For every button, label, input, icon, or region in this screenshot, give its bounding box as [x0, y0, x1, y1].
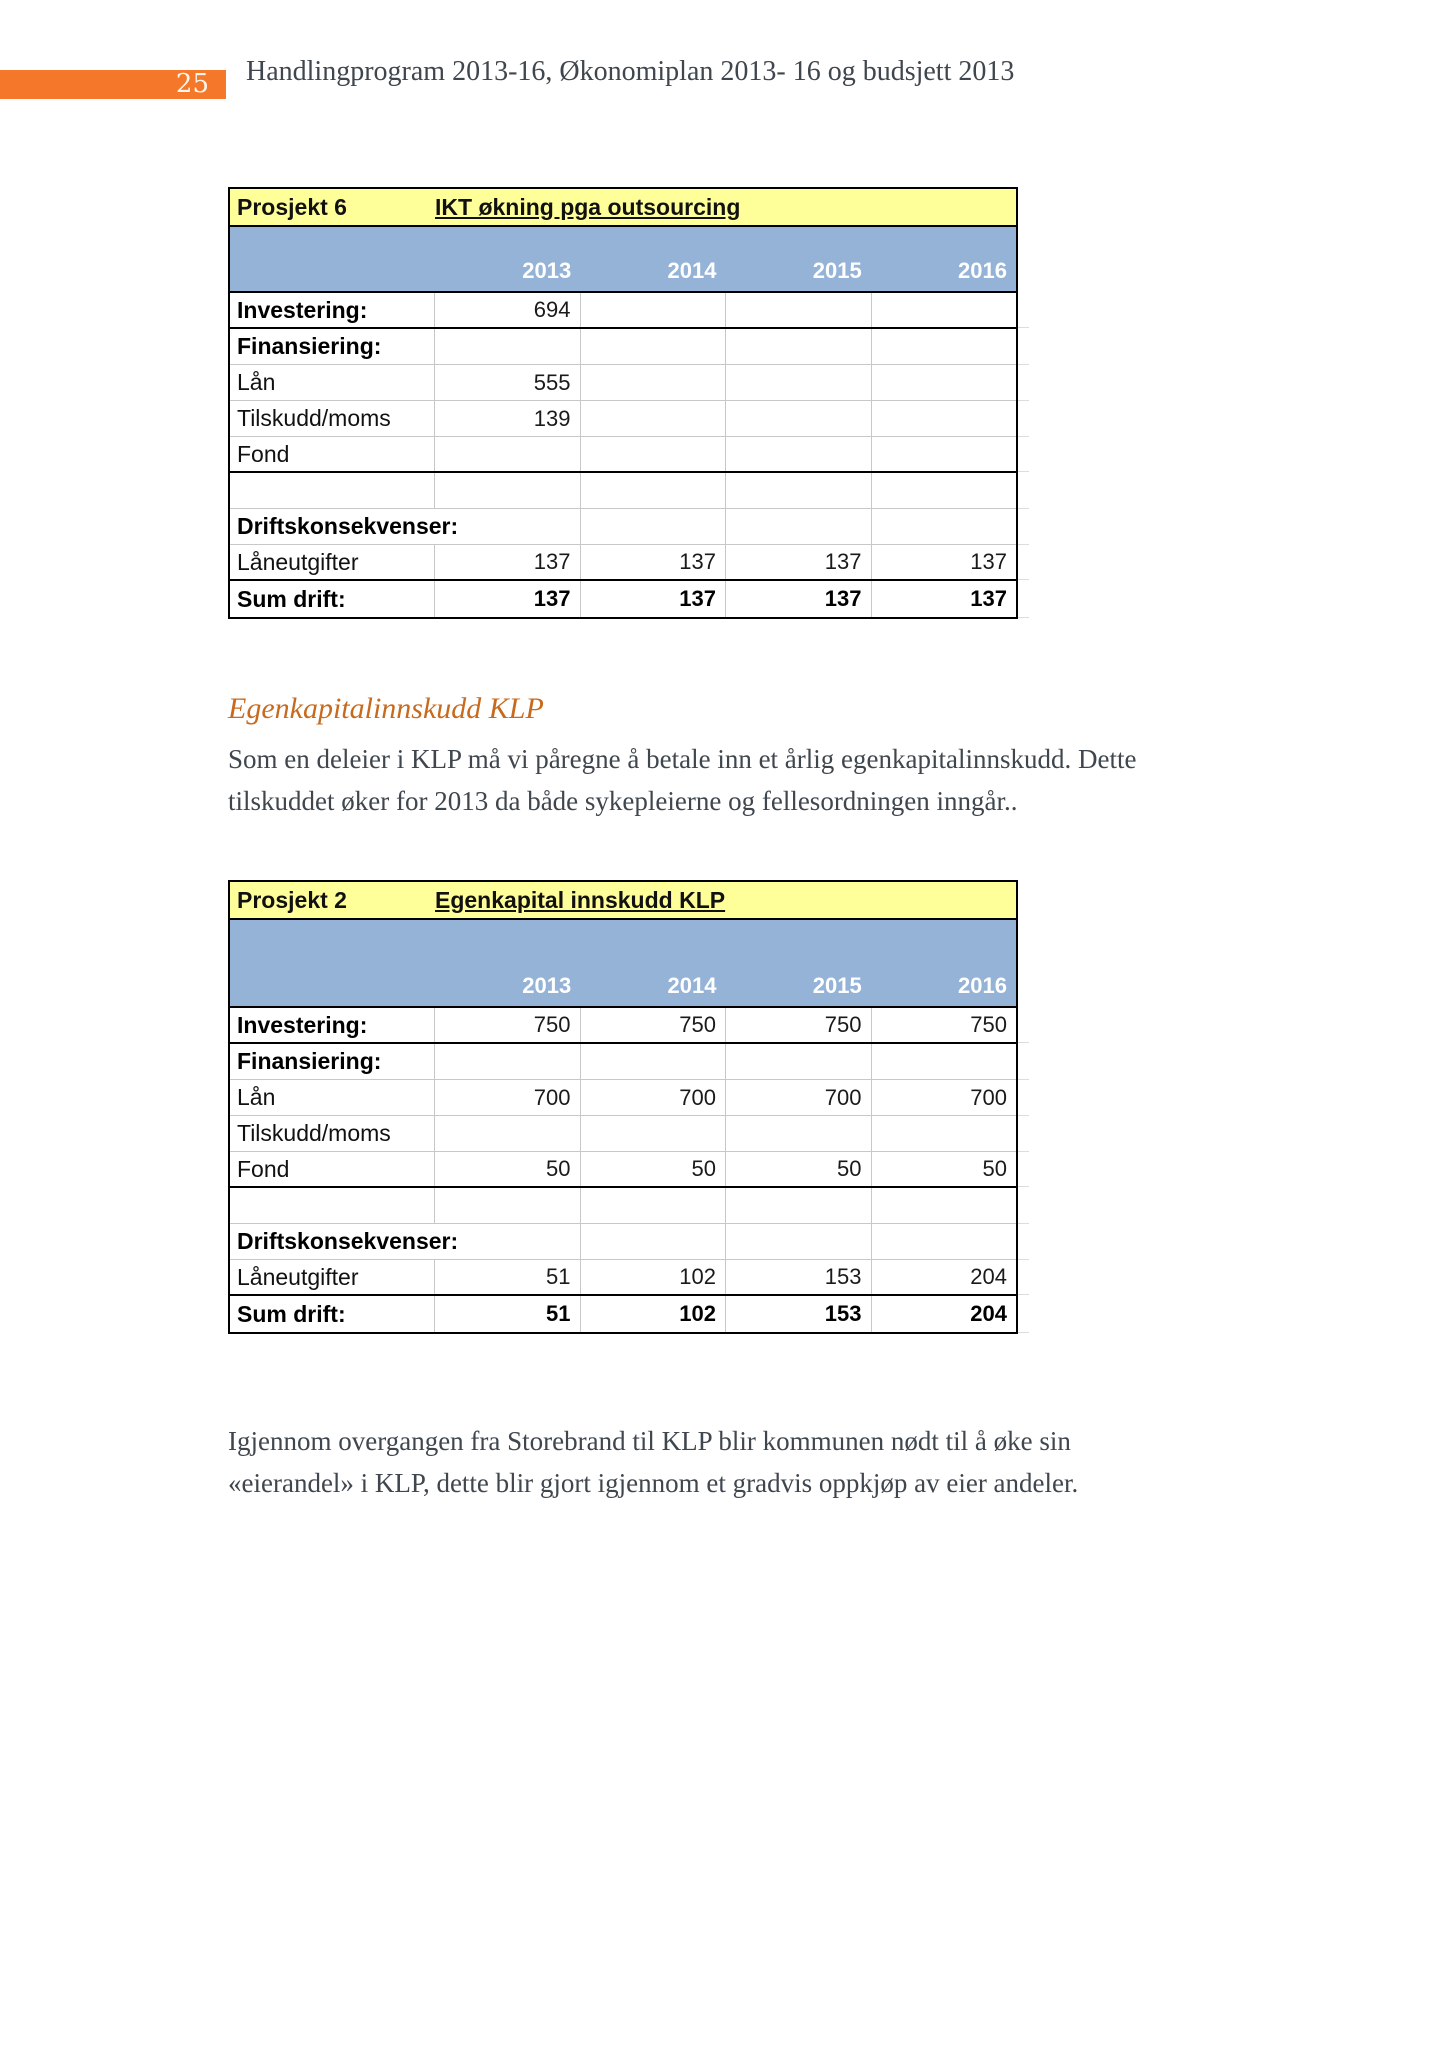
cell-value: [872, 1224, 1017, 1259]
row-label: Sum drift:: [230, 1296, 435, 1332]
cell-value: [581, 473, 727, 508]
year-header-row: [228, 920, 1018, 1008]
cell-value: 137: [726, 545, 872, 579]
table-row: [230, 545, 1016, 581]
project-title: IKT økning pga outsourcing: [435, 193, 741, 220]
cell-value: [726, 1224, 872, 1259]
cell-value: 153: [726, 1296, 872, 1332]
cell-value: 700: [970, 1084, 1007, 1110]
table-row: [230, 1152, 1016, 1188]
row-label: Investering:: [230, 1008, 435, 1042]
year-header: 2016: [958, 258, 1007, 283]
table-row: [230, 293, 1016, 329]
cell-value: 137: [581, 581, 727, 617]
row-label: Finansiering:: [230, 329, 435, 364]
cell-value: [872, 329, 1017, 364]
cell-value: [872, 437, 1017, 471]
cell-value: 694: [435, 293, 581, 327]
cell-value: [581, 293, 727, 327]
cell-value: [581, 509, 727, 544]
table-row: [230, 1080, 1016, 1116]
row-label: Finansiering:: [230, 1044, 435, 1079]
cell-value: 137: [970, 586, 1007, 611]
cell-value: 50: [435, 1152, 581, 1186]
cell-value: [872, 473, 1017, 508]
paragraph-line: tilskuddet øker for 2013 da både sykepleierne og fellesordningen inngår..: [228, 786, 1018, 816]
cell-value: 102: [581, 1260, 727, 1294]
cell-value: 750: [581, 1008, 727, 1042]
row-label: [230, 473, 435, 508]
year-header: 2013: [522, 258, 572, 283]
project-label: Prosjekt 6: [237, 193, 347, 220]
row-label: Lån: [230, 365, 435, 400]
row-label: Tilskudd/moms: [230, 1116, 435, 1151]
paragraph-line: «eierandel» i KLP, dette blir gjort igjennom et gradvis oppkjøp av eier andeler.: [228, 1468, 1079, 1498]
page-number-badge: 25: [0, 70, 226, 99]
cell-value: 137: [970, 549, 1007, 574]
cell-value: 50: [726, 1152, 872, 1186]
cell-value: [435, 1188, 581, 1223]
cell-value: [581, 1044, 727, 1079]
project-title: Egenkapital innskudd KLP: [435, 886, 726, 913]
table-row: [230, 1044, 1016, 1080]
row-label: Sum drift:: [230, 581, 435, 617]
cell-value: 137: [435, 581, 581, 617]
cell-value: [872, 1116, 1017, 1151]
cell-value: [726, 401, 872, 436]
table-title-row: [228, 187, 1018, 227]
table-row: [230, 401, 1016, 437]
cell-value: 137: [726, 581, 872, 617]
cell-value: [435, 329, 581, 364]
table-row: [230, 1116, 1016, 1152]
cell-value: [581, 1224, 727, 1259]
table-row: [230, 437, 1016, 473]
section-heading: Egenkapitalinnskudd KLP: [228, 692, 544, 725]
paragraph-klp-intro: [228, 738, 1136, 822]
cell-value: 137: [581, 545, 727, 579]
cell-value: [726, 437, 872, 471]
row-label: Fond: [230, 437, 435, 471]
cell-value: [581, 365, 727, 400]
cell-value: 700: [726, 1080, 872, 1115]
cell-value: [581, 401, 727, 436]
cell-value: [872, 1188, 1017, 1223]
row-label: Fond: [230, 1152, 435, 1186]
table-row: [230, 1008, 1016, 1044]
cell-value: [435, 473, 581, 508]
cell-value: 555: [435, 365, 581, 400]
row-label: Driftskonsekvenser:: [237, 1228, 459, 1254]
table-title-row: [228, 880, 1018, 920]
cell-value: [872, 365, 1017, 400]
cell-value: 750: [726, 1008, 872, 1042]
cell-value: [726, 329, 872, 364]
table-row: [230, 1296, 1016, 1332]
cell-value: 750: [435, 1008, 581, 1042]
row-label: Investering:: [230, 293, 435, 327]
cell-value: [435, 509, 581, 544]
cell-value: 102: [581, 1296, 727, 1332]
cell-value: 700: [581, 1080, 727, 1115]
paragraph-storebrand: [228, 1420, 1078, 1504]
cell-value: 50: [581, 1152, 727, 1186]
cell-value: [872, 1044, 1017, 1079]
cell-value: [435, 1224, 581, 1259]
table-row: [230, 365, 1016, 401]
year-header: 2015: [812, 258, 862, 283]
table-row: [230, 329, 1016, 365]
cell-value: 750: [970, 1012, 1007, 1037]
cell-value: 204: [970, 1301, 1007, 1326]
cell-value: 51: [435, 1260, 581, 1294]
table-body: [228, 1008, 1018, 1334]
cell-value: [435, 1044, 581, 1079]
cell-value: [726, 509, 872, 544]
cell-value: 139: [435, 401, 581, 436]
cell-value: [726, 1044, 872, 1079]
cell-value: [726, 293, 872, 327]
table-row: [230, 581, 1016, 617]
cell-value: [435, 437, 581, 471]
cell-value: [581, 437, 727, 471]
table-row: [230, 1260, 1016, 1296]
year-header: 2015: [812, 973, 862, 998]
cell-value: [581, 1188, 727, 1223]
table-row: [230, 1188, 1016, 1224]
year-header: 2013: [522, 973, 572, 998]
cell-value: [726, 473, 872, 508]
row-label: Låneutgifter: [230, 1260, 435, 1294]
cell-value: 51: [435, 1296, 581, 1332]
cell-value: 137: [435, 545, 581, 579]
row-label: [230, 1188, 435, 1223]
year-header: 2014: [667, 973, 717, 998]
row-label: Tilskudd/moms: [230, 401, 435, 436]
cell-value: [726, 1188, 872, 1223]
cell-value: [872, 293, 1017, 327]
row-label: Låneutgifter: [230, 545, 435, 579]
cell-value: 153: [726, 1260, 872, 1294]
row-label: Driftskonsekvenser:: [237, 513, 459, 539]
table-body: [228, 293, 1018, 619]
cell-value: [726, 1116, 872, 1151]
year-header-row: [228, 227, 1018, 293]
table-row: [230, 509, 1016, 545]
cell-value: [726, 365, 872, 400]
cell-value: [872, 509, 1017, 544]
year-header: 2016: [958, 973, 1007, 998]
cell-value: [581, 1116, 727, 1151]
row-label: Lån: [230, 1080, 435, 1115]
document-header-title: Handlingprogram 2013-16, Økonomiplan 2013- 16 og budsjett 2013: [246, 56, 1015, 87]
project-label: Prosjekt 2: [237, 886, 347, 913]
table-row: [230, 473, 1016, 509]
paragraph-line: Som en deleier i KLP må vi påregne å betale inn et årlig egenkapitalinnskudd. Dette: [228, 744, 1137, 774]
cell-value: [872, 401, 1017, 436]
project-table-prosjekt-6: [228, 187, 1018, 619]
cell-value: [435, 1116, 581, 1151]
paragraph-line: Igjennom overgangen fra Storebrand til KLP blir kommunen nødt til å øke sin: [228, 1426, 1071, 1456]
project-table-prosjekt-2: [228, 880, 1018, 1334]
cell-value: [581, 329, 727, 364]
year-header: 2014: [667, 258, 717, 283]
table-row: [230, 1224, 1016, 1260]
cell-value: 204: [970, 1264, 1007, 1289]
cell-value: 50: [982, 1156, 1007, 1181]
cell-value: 700: [435, 1080, 581, 1115]
